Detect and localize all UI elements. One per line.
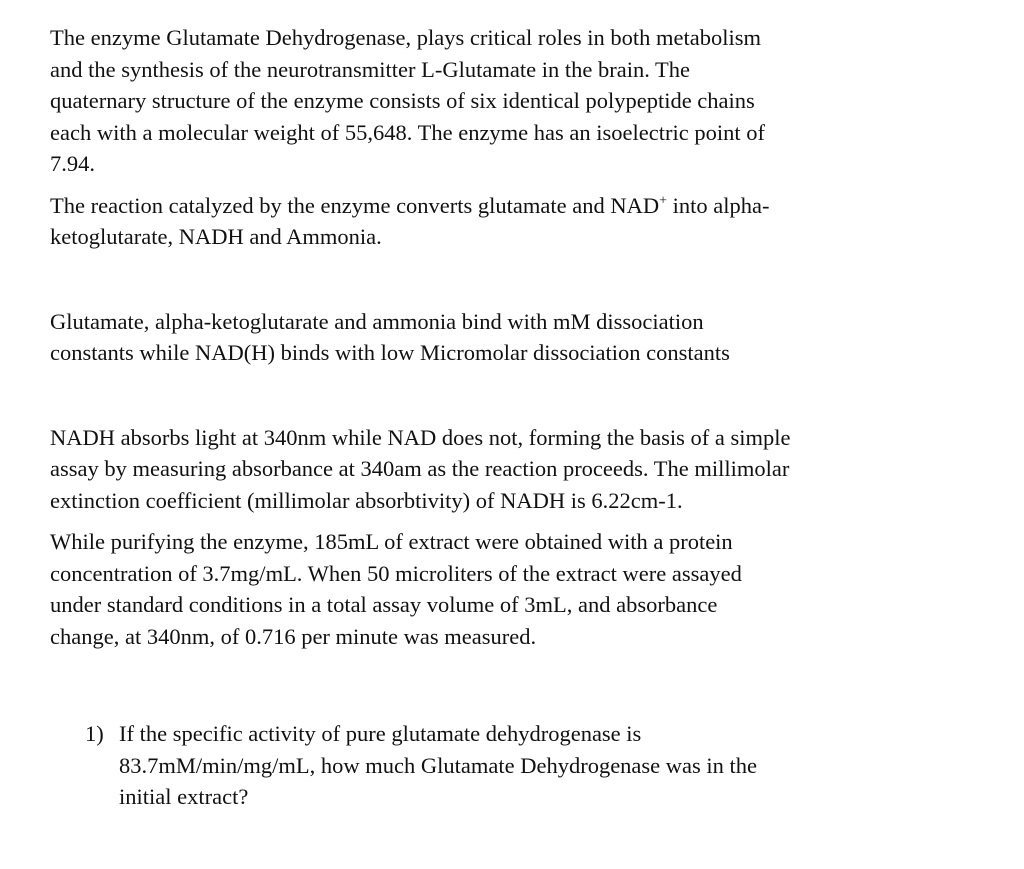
text-line: NADH absorbs light at 340nm while NAD does not, forming the basis of a simple bbox=[50, 424, 791, 450]
text-line: concentration of 3.7mg/mL. When 50 microliters of the extract were assayed bbox=[50, 560, 742, 586]
paragraph-assay bbox=[50, 422, 960, 517]
text-line: initial extract? bbox=[119, 784, 249, 809]
paragraph-reaction bbox=[50, 190, 960, 253]
document-page bbox=[50, 22, 960, 813]
question-number: 1) bbox=[85, 721, 104, 746]
text-line: under standard conditions in a total assay volume of 3mL, and absorbance bbox=[50, 592, 718, 617]
text-line: constants while NAD(H) binds with low Micromolar dissociation constants bbox=[50, 340, 730, 365]
paragraph-binding bbox=[50, 306, 960, 369]
text-line: The enzyme Glutamate Dehydrogenase, plays critical roles in both metabolism bbox=[50, 25, 762, 50]
superscript-plus: + bbox=[659, 193, 668, 208]
question-text bbox=[119, 718, 925, 813]
text-line: While purifying the enzyme, 185mL of extract were obtained with a protein bbox=[50, 529, 733, 554]
text-line: change, at 340nm, of 0.716 per minute was measured. bbox=[50, 623, 537, 649]
text-segment: The reaction catalyzed by the enzyme converts glutamate and NAD bbox=[50, 192, 660, 218]
text-line: Glutamate, alpha-ketoglutarate and ammonia bind with mM dissociation bbox=[50, 308, 704, 334]
text-line: ketoglutarate, NADH and Ammonia. bbox=[50, 224, 382, 249]
text-line: If the specific activity of pure glutamate dehydrogenase is bbox=[119, 721, 642, 746]
text-line: and the synthesis of the neurotransmitter L-Glutamate in the brain. The bbox=[50, 56, 691, 82]
text-line: assay by measuring absorbance at 340am as the reaction proceeds. The millimolar bbox=[50, 456, 790, 481]
paragraph-purification bbox=[50, 526, 960, 652]
paragraph-enzyme-intro bbox=[50, 22, 960, 180]
text-line: quaternary structure of the enzyme consists of six identical polypeptide chains bbox=[50, 88, 755, 113]
text-line: 83.7mM/min/mg/mL, how much Glutamate Dehydrogenase was in the bbox=[119, 752, 758, 778]
text-segment: into alpha- bbox=[667, 192, 770, 218]
text-line: extinction coefficient (millimolar absorbtivity) of NADH is 6.22cm-1. bbox=[50, 487, 683, 513]
text-line: each with a molecular weight of 55,648. The enzyme has an isoelectric point of bbox=[50, 119, 765, 145]
question-1 bbox=[85, 718, 925, 813]
text-line: 7.94. bbox=[50, 151, 95, 176]
